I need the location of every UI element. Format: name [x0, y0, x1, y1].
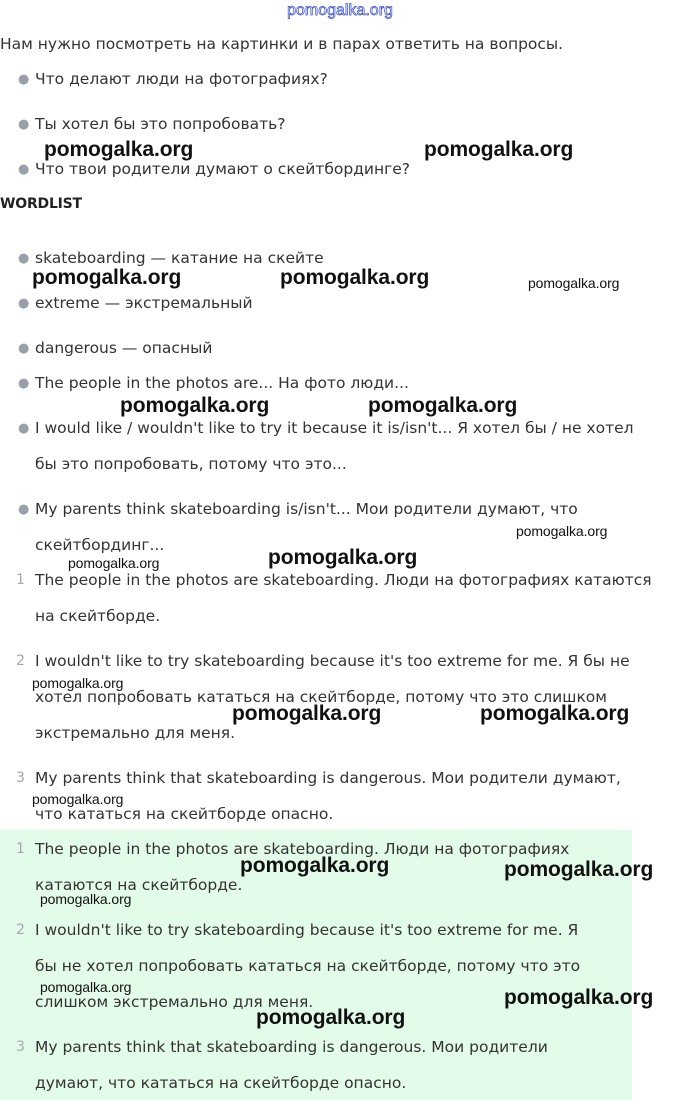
- answer-line: на скейтборде.: [35, 607, 161, 625]
- answer-line: My parents think that skateboarding is dangerous. Мои родители: [35, 1038, 548, 1056]
- wordlist-item: My parents think skateboarding is/isn't... Мои родители думают, что: [35, 500, 578, 518]
- site-watermark: pomogalka.org: [287, 2, 393, 19]
- answer-line: думают, что кататься на скейтборде опасно.: [35, 1074, 407, 1092]
- question-3: Что твои родители думают о скейтбординге?: [35, 160, 411, 178]
- bullet-icon: ●: [18, 162, 30, 177]
- bullet-icon: ●: [18, 251, 30, 266]
- answer-line: хотел попробовать кататься на скейтборде, потому что это слишком: [35, 688, 607, 706]
- answer-number: 1: [16, 572, 25, 588]
- answer-line: The people in the photos are skateboarding. Люди на фотографиях: [35, 840, 570, 858]
- answer-line: My parents think that skateboarding is dangerous. Мои родители думают,: [35, 769, 621, 787]
- wordlist-item-cont: скейтбординг...: [35, 536, 165, 554]
- question-1: Что делают люди на фотографиях?: [35, 70, 328, 88]
- intro-text: Нам нужно посмотреть на картинки и в парах ответить на вопросы.: [0, 35, 564, 53]
- watermark: pomogalka.org: [280, 266, 430, 289]
- answer-line: слишком экстремально для меня.: [35, 993, 314, 1011]
- answer-line: бы не хотел попробовать кататься на скейтборде, потому что это: [35, 957, 581, 975]
- watermark: pomogalka.org: [368, 394, 518, 417]
- question-2: Ты хотел бы это попробовать?: [35, 115, 286, 133]
- wordlist-item: skateboarding — катание на скейте: [35, 249, 324, 267]
- answer-line: катаются на скейтборде.: [35, 876, 243, 894]
- watermark: pomogalka.org: [240, 854, 390, 877]
- wordlist-item: The people in the photos are... На фото люди...: [35, 374, 409, 392]
- wordlist-item: extreme — экстремальный: [35, 294, 253, 312]
- watermark: pomogalka.org: [44, 138, 194, 161]
- bullet-icon: ●: [18, 376, 30, 391]
- answer-number: 2: [16, 922, 25, 938]
- watermark: pomogalka.org: [68, 555, 160, 571]
- watermark: pomogalka.org: [40, 979, 132, 995]
- answer-line: I wouldn't like to try skateboarding because it's too extreme for me. Я бы не: [35, 652, 630, 670]
- watermark: pomogalka.org: [504, 858, 654, 881]
- watermark: pomogalka.org: [480, 702, 630, 725]
- watermark: pomogalka.org: [268, 546, 418, 569]
- wordlist-item-cont: бы это попробовать, потому что это...: [35, 455, 347, 473]
- bullet-icon: ●: [18, 421, 30, 436]
- bullet-icon: ●: [18, 502, 30, 517]
- wordlist-item: I would like / wouldn't like to try it because it is/isn't... Я хотел бы / не хотел: [35, 419, 634, 437]
- watermark: pomogalka.org: [424, 138, 574, 161]
- bullet-icon: ●: [18, 341, 30, 356]
- watermark: pomogalka.org: [32, 791, 124, 807]
- answer-line: The people in the photos are skateboarding. Люди на фотографиях катаются: [35, 571, 652, 589]
- bullet-icon: ●: [18, 117, 30, 132]
- wordlist-item: dangerous — опасный: [35, 339, 213, 357]
- answer-number: 3: [16, 1039, 25, 1055]
- answer-line: экстремально для меня.: [35, 724, 236, 742]
- answer-number: 1: [16, 841, 25, 857]
- watermark: pomogalka.org: [120, 394, 270, 417]
- answer-number: 3: [16, 770, 25, 786]
- watermark: pomogalka.org: [232, 702, 382, 725]
- watermark: pomogalka.org: [504, 986, 654, 1009]
- answer-number: 2: [16, 653, 25, 669]
- bullet-icon: ●: [18, 296, 30, 311]
- answer-line: I wouldn't like to try skateboarding because it's too extreme for me. Я: [35, 921, 579, 939]
- watermark: pomogalka.org: [528, 275, 620, 291]
- watermark: pomogalka.org: [32, 675, 124, 691]
- watermark: pomogalka.org: [32, 266, 182, 289]
- watermark: pomogalka.org: [40, 891, 132, 907]
- bullet-icon: ●: [18, 72, 30, 87]
- wordlist-heading: WORDLIST: [0, 196, 82, 212]
- answer-line: что кататься на скейтборде опасно.: [35, 805, 334, 823]
- watermark: pomogalka.org: [516, 523, 608, 539]
- watermark: pomogalka.org: [256, 1006, 406, 1029]
